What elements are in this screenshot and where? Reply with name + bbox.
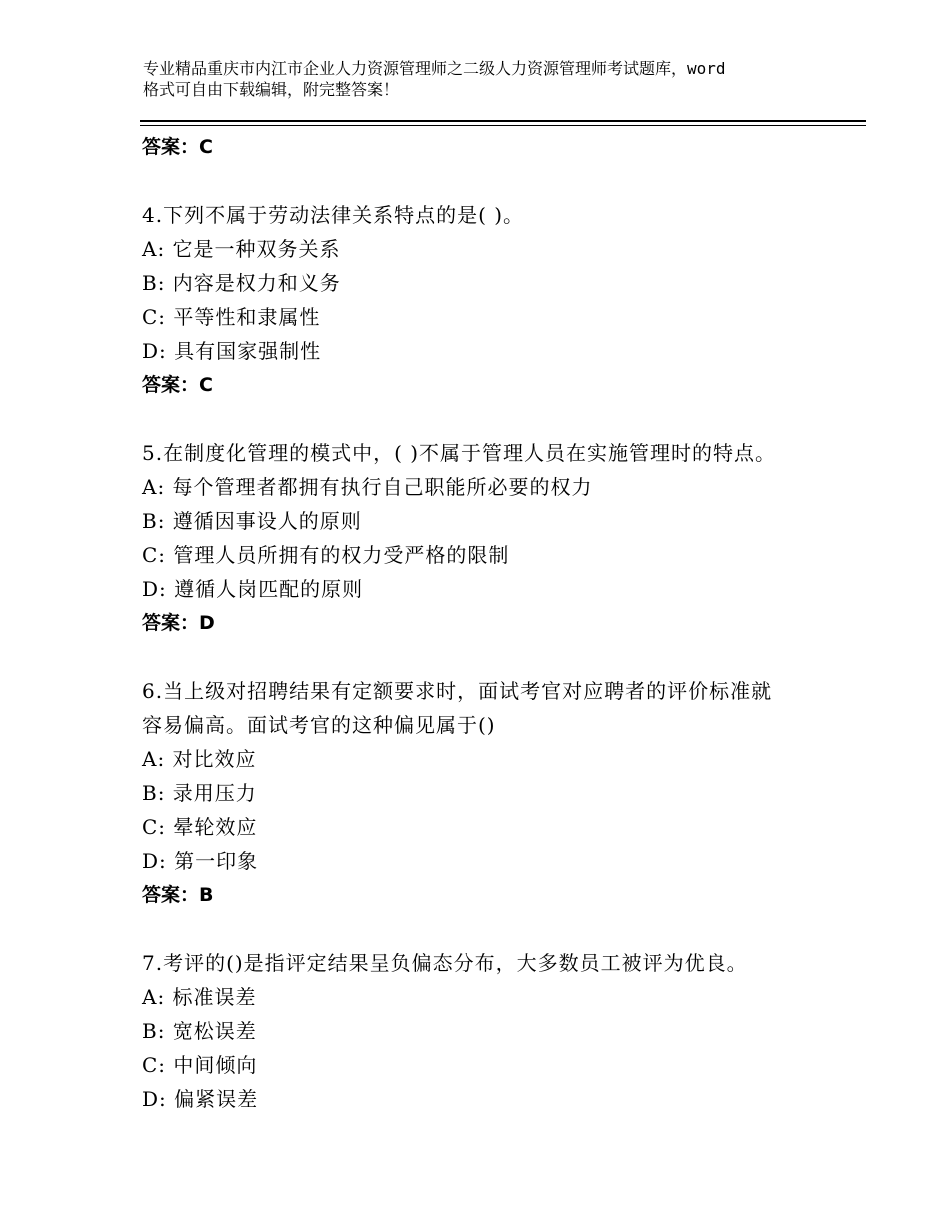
option-a: A: 对比效应 (142, 747, 257, 771)
option-c: C: 晕轮效应 (142, 815, 258, 839)
header-rule-thin (140, 125, 866, 126)
option-c: C: 中间倾向 (142, 1053, 258, 1077)
question-6 (142, 674, 842, 912)
question-list (142, 130, 842, 1116)
option-d: D: 第一印象 (142, 849, 259, 873)
question-text: 5.在制度化管理的模式中，( )不属于管理人员在实施管理时的特点。 (142, 441, 777, 465)
header-rule-thick (140, 120, 866, 122)
option-a: A: 标准误差 (142, 985, 257, 1009)
option-c: C: 平等性和隶属性 (142, 305, 321, 329)
option-a: A: 它是一种双务关系 (142, 237, 341, 261)
question-text-line-1: 6.当上级对招聘结果有定额要求时，面试考官对应聘者的评价标准就 (142, 679, 773, 703)
option-d: D: 遵循人岗匹配的原则 (142, 577, 364, 601)
option-c: C: 管理人员所拥有的权力受严格的限制 (142, 543, 510, 567)
option-a: A: 每个管理者都拥有执行自己职能所必要的权力 (142, 475, 593, 499)
answer: 答案：B (142, 884, 214, 906)
option-b: B: 录用压力 (142, 781, 257, 805)
question-text: 7.考评的()是指评定结果呈负偏态分布，大多数员工被评为优良。 (142, 951, 748, 975)
question-7 (142, 946, 842, 1116)
option-d: D: 具有国家强制性 (142, 339, 322, 363)
question-4 (142, 198, 842, 402)
option-b: B: 宽松误差 (142, 1019, 257, 1043)
option-d: D: 偏紧误差 (142, 1087, 259, 1111)
question-text-line-2: 容易偏高。面试考官的这种偏见属于() (142, 713, 496, 737)
header-title-line-2: 格式可自由下载编辑，附完整答案！ (143, 80, 400, 99)
header-title-line-1: 专业精品重庆市内江市企业人力资源管理师之二级人力资源管理师考试题库，word (143, 59, 726, 78)
document-header (143, 58, 843, 100)
answer: 答案：D (142, 612, 215, 634)
option-b: B: 内容是权力和义务 (142, 271, 341, 295)
option-b: B: 遵循因事设人的原则 (142, 509, 362, 533)
question-text: 4.下列不属于劳动法律关系特点的是( )。 (142, 203, 525, 227)
previous-answer: 答案：C (142, 136, 213, 158)
answer: 答案：C (142, 374, 213, 396)
question-5 (142, 436, 842, 640)
